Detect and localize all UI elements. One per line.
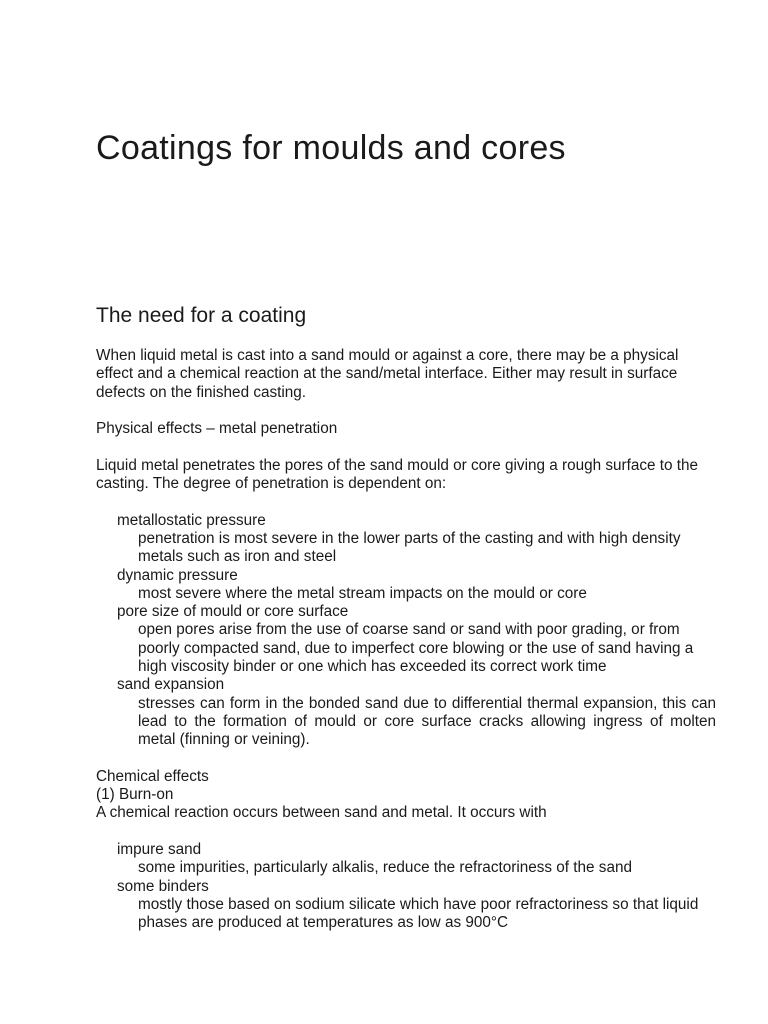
physical-effects-heading: Physical effects – metal penetration (96, 420, 338, 438)
physical-factors-list (96, 512, 716, 750)
chemical-effects-lead: A chemical reaction occurs between sand and metal. It occurs with (96, 804, 547, 822)
chemical-effects-subheading: (1) Burn-on (96, 786, 174, 804)
list-item-description: stresses can form in the bonded sand due to differential thermal expansion, this can lead to the formation of mould or core surface cracks allowing ingress of molten metal (finning or veining). (138, 694, 716, 749)
list-item-term: some binders (117, 877, 209, 895)
list-item-term: dynamic pressure (117, 566, 238, 584)
list-item-description: some impurities, particularly alkalis, reduce the refractoriness of the sand (138, 859, 632, 877)
document-body (96, 347, 716, 933)
spacer (96, 750, 716, 768)
list-item-term: sand expansion (117, 676, 225, 694)
list-item-term: impure sand (117, 841, 202, 859)
chemical-factors-list (96, 841, 716, 932)
document-title: Coatings for moulds and cores (96, 129, 566, 167)
physical-effects-lead: Liquid metal penetrates the pores of the sand mould or core giving a rough surface to the casting. The degree of penetration is dependent on: (96, 456, 699, 493)
list-item-term: pore size of mould or core surface (117, 603, 349, 621)
chemical-effects-heading: Chemical effects (96, 767, 209, 785)
section-heading: The need for a coating (96, 304, 307, 327)
intro-paragraph: When liquid metal is cast into a sand mould or against a core, there may be a physical effect and a chemical reaction at the sand/metal interface. Either may result in surface defects on the finished casting. (96, 347, 679, 401)
list-item-description: mostly those based on sodium silicate which have poor refractoriness so that liquid phases are produced at temperatures as low as 900°C (138, 895, 699, 932)
list-item-description: most severe where the metal stream impacts on the mould or core (138, 584, 587, 602)
list-item-description: penetration is most severe in the lower parts of the casting and with high density metals such as iron and steel (138, 529, 681, 566)
list-item-description: open pores arise from the use of coarse sand or sand with poor grading, or from poorly compacted sand, due to imperfect core blowing or the use of sand having a high viscosity binder or one which has exceeded its correct work time (138, 621, 694, 676)
list-item-term: metallostatic pressure (117, 511, 266, 529)
